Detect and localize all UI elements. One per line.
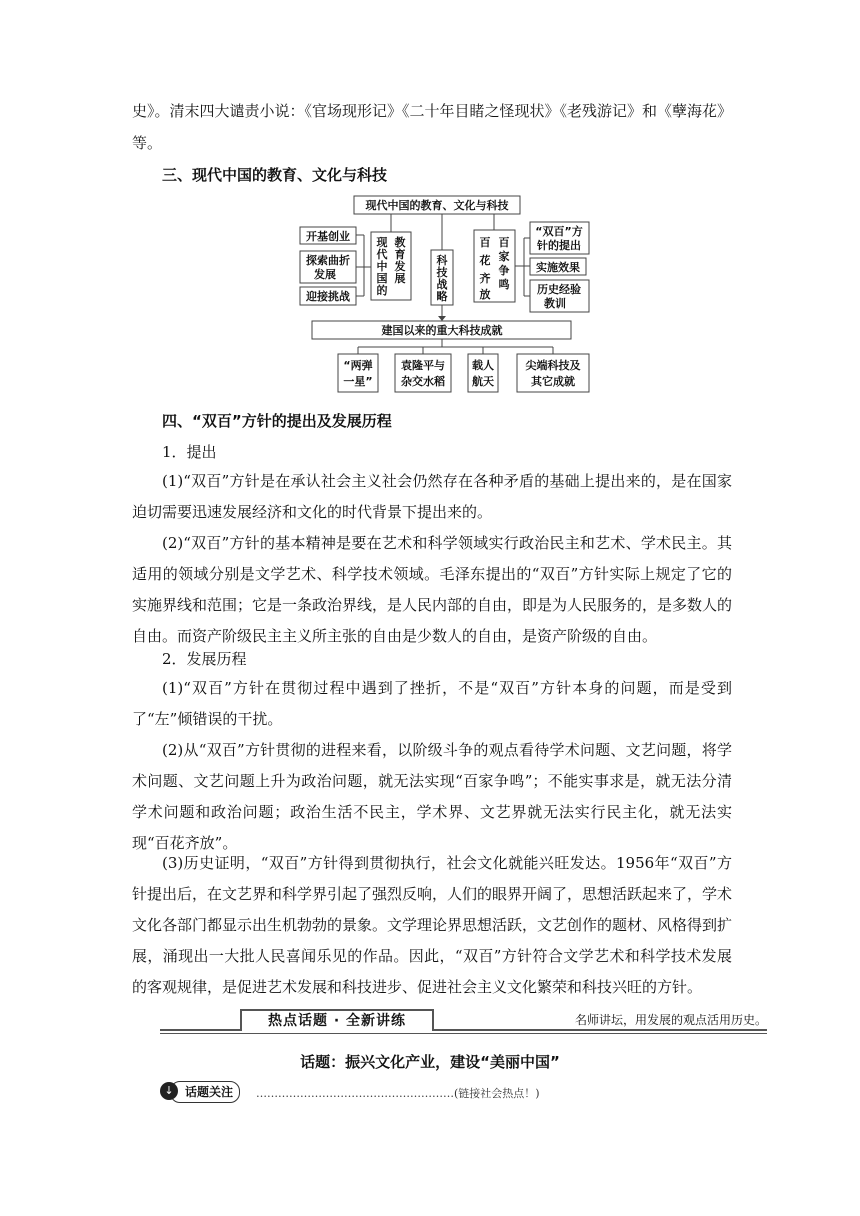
svg-text:齐: 齐 bbox=[479, 272, 491, 285]
section-heading: 四、“双百”方针的提出及发展历程 bbox=[162, 412, 392, 430]
focus-trail: (链接社会热点！) bbox=[454, 1087, 540, 1100]
diagram-label: 其它成就 bbox=[531, 375, 575, 388]
svg-text:教: 教 bbox=[394, 236, 406, 249]
diagram-label: 探索曲折 bbox=[306, 254, 350, 267]
subheading: 2．发展历程 bbox=[162, 650, 247, 668]
diagram-label: 教训 bbox=[544, 297, 566, 310]
diagram-label: 尖端科技及 bbox=[525, 359, 581, 372]
svg-text:国: 国 bbox=[376, 272, 388, 285]
banner-slogan: 名师讲坛，用发展的观点活用历史。 bbox=[574, 1013, 767, 1027]
arrow-down-icon: ↓ bbox=[160, 1082, 178, 1100]
subheading: 1．提出 bbox=[162, 443, 217, 461]
knowledge-diagram bbox=[298, 194, 594, 398]
diagram-label: 袁隆平与 bbox=[401, 359, 445, 372]
svg-text:放: 放 bbox=[479, 288, 491, 301]
diagram-label: 针的提出 bbox=[537, 239, 581, 252]
paragraph: (2)“双百”方针的基本精神是要在艺术和科学领域实行政治民主和艺术、学术民主。其适用的领域分别是文学艺术、科学技术领域。毛泽东提出的“双百”方针实际上规定了它的实施界线和范围；它是一条政治界线，是人民内部的自由，即是为人民服务的，是多数人的自由。而资产阶级民主主义所主张的自由是少数人的自由，是资产阶级的自由。 bbox=[132, 534, 733, 645]
diagram-title: 现代中国的教育、文化与科技 bbox=[365, 199, 509, 212]
svg-text:发: 发 bbox=[394, 260, 406, 273]
focus-label: 话题关注 bbox=[170, 1081, 240, 1103]
diagram-label: 航天 bbox=[472, 375, 494, 388]
text-line: 史》。清末四大谴责小说：《官场现形记》《二十年目睹之怪现状》《老残游记》和《孽海花》 bbox=[132, 102, 733, 120]
svg-text:育: 育 bbox=[394, 248, 406, 261]
diagram-label: 历史经验 bbox=[537, 283, 581, 296]
paragraph: (3)历史证明，“双百”方针得到贯彻执行，社会文化就能兴旺发达。1956年“双百”方针提出后，在文艺界和科学界引起了强烈反响，人们的眼界开阔了，思想活跃起来了，学术文化各部门都显示出生机勃勃的景象。文学理论界思想活跃，文艺创作的题材、风格得到扩展，涌现出一大批人民喜闻乐见的作品。因此，“双百”方针符合文学艺术和科学技术发展的客观规律，是促进艺术发展和科技进步、促进社会主义文化繁荣和科技兴旺的方针。 bbox=[132, 854, 733, 996]
diagram-label: 一星” bbox=[343, 375, 373, 388]
diagram-label: “两弹 bbox=[343, 359, 373, 372]
svg-text:技: 技 bbox=[436, 266, 448, 279]
svg-text:花: 花 bbox=[479, 254, 491, 267]
diagram-label: 载人 bbox=[472, 359, 494, 372]
svg-text:略: 略 bbox=[436, 290, 448, 303]
svg-text:代: 代 bbox=[376, 248, 388, 261]
svg-text:百: 百 bbox=[498, 236, 510, 249]
paragraph: (1)“双百”方针在贯彻过程中遇到了挫折，不是“双百”方针本身的问题，而是受到了“左”倾错误的干扰。 bbox=[132, 679, 732, 728]
section-heading: 三、现代中国的教育、文化与科技 bbox=[162, 166, 388, 184]
focus-leader: ………………………………………………(链接社会热点！) bbox=[256, 1087, 540, 1100]
svg-text:的: 的 bbox=[376, 284, 388, 297]
svg-text:争: 争 bbox=[498, 264, 510, 277]
diagram-label: 开基创业 bbox=[306, 230, 350, 243]
topic-title: 话题：振兴文化产业，建设“美丽中国” bbox=[300, 1053, 560, 1071]
paragraph: (2)从“双百”方针贯彻的进程来看，以阶级斗争的观点看待学术问题、文艺问题，将学术问题、文艺问题上升为政治问题，就无法实现“百家争鸣”；不能实事求是，就无法分清学术问题和政治问题；政治生活不民主，学术界、文艺界就无法实行民主化，就无法实现“百花齐放”。 bbox=[132, 741, 732, 852]
svg-text:中: 中 bbox=[376, 260, 388, 273]
diagram-label: 实施效果 bbox=[536, 261, 580, 274]
hot-topic-banner bbox=[160, 1009, 767, 1033]
diagram-label: 发展 bbox=[314, 268, 336, 281]
diagram-label: “双百”方 bbox=[535, 225, 583, 238]
diagram-label: 杂交水稻 bbox=[401, 375, 445, 388]
svg-text:现: 现 bbox=[376, 236, 388, 249]
svg-text:家: 家 bbox=[498, 250, 510, 263]
paragraph: (1)“双百”方针是在承认社会主义社会仍然存在各种矛盾的基础上提出来的，是在国家迫切需要迅速发展经济和文化的时代背景下提出来的。 bbox=[132, 472, 732, 521]
svg-text:展: 展 bbox=[394, 272, 406, 285]
svg-text:科: 科 bbox=[436, 254, 448, 267]
svg-text:鸣: 鸣 bbox=[498, 278, 510, 291]
svg-text:战: 战 bbox=[436, 278, 448, 291]
text-line: 等。 bbox=[132, 134, 163, 152]
svg-text:百: 百 bbox=[479, 236, 491, 249]
diagram-label: 迎接挑战 bbox=[306, 290, 350, 303]
banner-tab: 热点话题 · 全新讲练 bbox=[240, 1009, 434, 1031]
diagram-label: 建国以来的重大科技成就 bbox=[381, 324, 503, 337]
